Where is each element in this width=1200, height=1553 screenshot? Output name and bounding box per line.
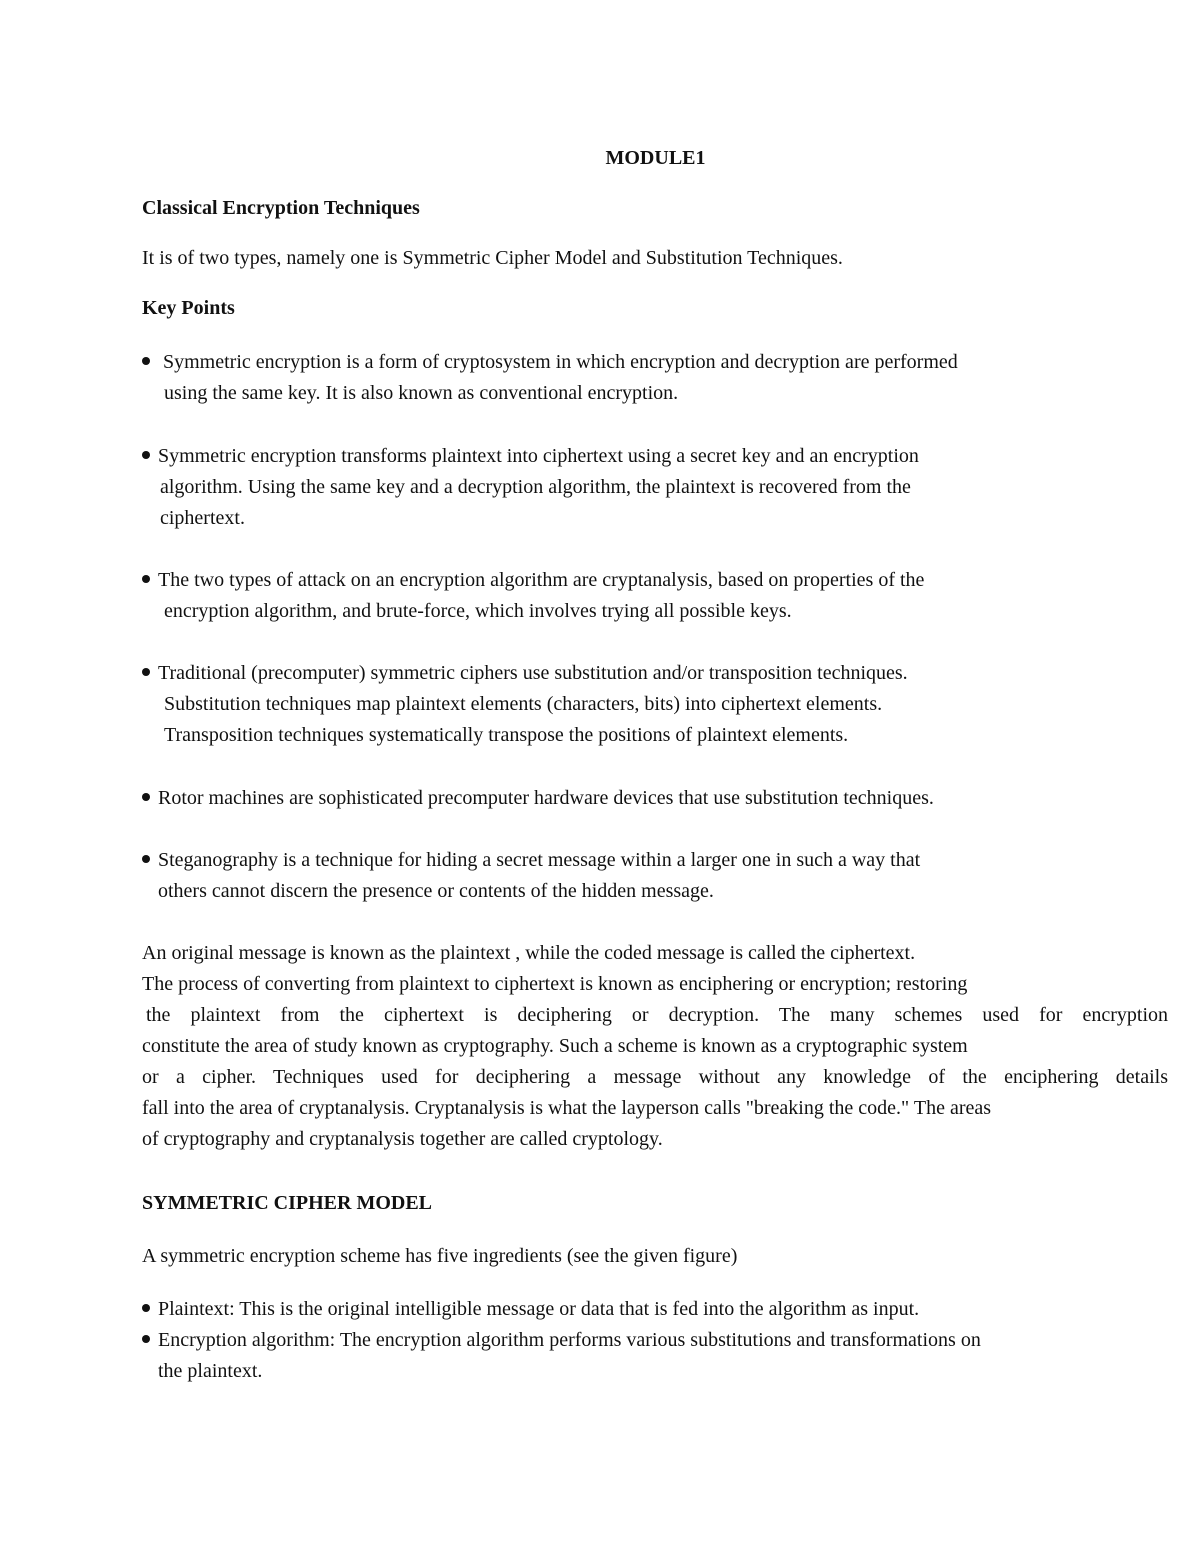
bullet-icon xyxy=(142,855,150,863)
bullet-icon xyxy=(142,357,150,365)
list-item-continuation: the plaintext. xyxy=(158,1360,263,1382)
section-heading-classical: Classical Encryption Techniques xyxy=(142,197,420,219)
bullet-icon xyxy=(142,1335,150,1343)
bullet-icon xyxy=(142,793,150,801)
list-item-continuation: encryption algorithm, and brute-force, which involves trying all possible keys. xyxy=(164,600,792,622)
paragraph-line: or a cipher. Techniques used for deciphering a message without any knowledge of the enciphering details xyxy=(142,1066,1168,1088)
list-item xyxy=(142,568,924,592)
paragraph-line: the plaintext from the ciphertext is deciphering or decryption. The many schemes used for encryption xyxy=(146,1004,1168,1026)
paragraph-line: An original message is known as the plaintext , while the coded message is called the ciphertext. xyxy=(142,942,916,964)
list-item-continuation: others cannot discern the presence or contents of the hidden message. xyxy=(158,880,714,902)
paragraph-line: of cryptography and cryptanalysis together are called cryptology. xyxy=(142,1128,663,1150)
list-item-continuation: ciphertext. xyxy=(160,507,245,529)
page-title: MODULE1 xyxy=(605,147,706,169)
list-item-text: Rotor machines are sophisticated precomputer hardware devices that use substitution techniques. xyxy=(158,787,934,809)
list-item-text: Symmetric encryption transforms plaintext into ciphertext using a secret key and an encryption xyxy=(158,445,919,467)
bullet-icon xyxy=(142,451,150,459)
list-item xyxy=(142,848,920,872)
list-item-continuation: algorithm. Using the same key and a decryption algorithm, the plaintext is recovered from the xyxy=(160,476,911,498)
list-item-text: Steganography is a technique for hiding a secret message within a larger one in such a way that xyxy=(158,849,921,871)
paragraph-line: The process of converting from plaintext to ciphertext is known as enciphering or encryption; restoring xyxy=(142,973,968,995)
list-item xyxy=(142,786,934,810)
section-intro: It is of two types, namely one is Symmetric Cipher Model and Substitution Techniques. xyxy=(142,247,843,269)
bullet-icon xyxy=(142,575,150,583)
symmetric-model-intro: A symmetric encryption scheme has five ingredients (see the given figure) xyxy=(142,1245,738,1267)
list-item-text: The two types of attack on an encryption algorithm are cryptanalysis, based on properties of the xyxy=(158,569,925,591)
list-item-continuation: Substitution techniques map plaintext elements (characters, bits) into ciphertext elements. xyxy=(164,693,883,715)
list-item xyxy=(142,661,908,685)
paragraph-line: fall into the area of cryptanalysis. Cryptanalysis is what the layperson calls "breaking the code." The areas xyxy=(142,1097,992,1119)
symmetric-model-heading: SYMMETRIC CIPHER MODEL xyxy=(142,1192,433,1214)
key-points-heading: Key Points xyxy=(142,297,235,319)
list-item xyxy=(142,350,958,374)
list-item-text: Symmetric encryption is a form of cryptosystem in which encryption and decryption are performed xyxy=(163,351,958,373)
list-item-text: Encryption algorithm: The encryption algorithm performs various substitutions and transformations on xyxy=(158,1329,981,1351)
list-item xyxy=(142,1297,919,1321)
list-item xyxy=(142,444,919,468)
bullet-icon xyxy=(142,1304,150,1312)
list-item-text: Traditional (precomputer) symmetric ciphers use substitution and/or transposition techniques. xyxy=(158,662,908,684)
list-item-continuation: using the same key. It is also known as conventional encryption. xyxy=(164,382,679,404)
list-item xyxy=(142,1328,981,1352)
paragraph-line: constitute the area of study known as cryptography. Such a scheme is known as a cryptographic system xyxy=(142,1035,968,1057)
list-item-continuation: Transposition techniques systematically transpose the positions of plaintext elements. xyxy=(164,724,849,746)
bullet-icon xyxy=(142,668,150,676)
list-item-text: Plaintext: This is the original intelligible message or data that is fed into the algorithm as input. xyxy=(158,1298,920,1320)
